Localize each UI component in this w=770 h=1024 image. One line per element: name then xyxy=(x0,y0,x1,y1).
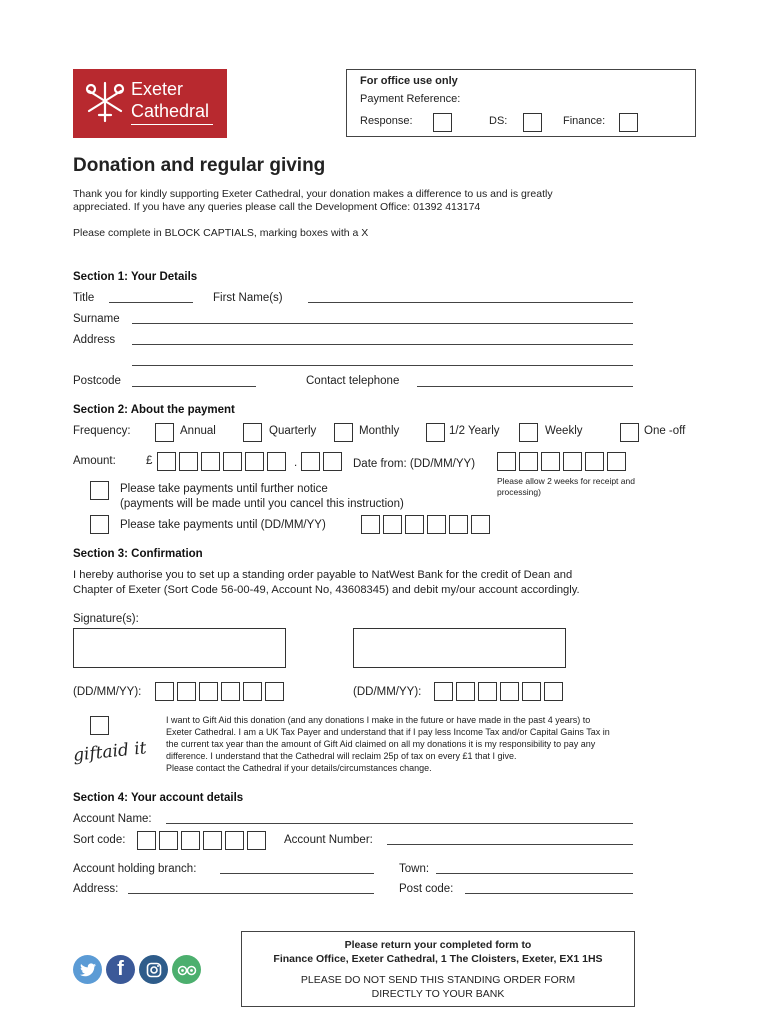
title-label: Title xyxy=(73,292,95,304)
postcode-input-line[interactable] xyxy=(132,386,256,387)
allow-note-line-2: processing) xyxy=(497,487,541,497)
freq-quarterly-checkbox[interactable] xyxy=(243,423,262,442)
finance-label: Finance: xyxy=(563,115,606,127)
frequency-label: Frequency: xyxy=(73,425,131,437)
return-address-box xyxy=(241,931,635,1007)
until-further-notice-label: Please take payments until further notice xyxy=(120,483,328,495)
footer-line-1: Please return your completed form to xyxy=(344,939,532,951)
ds-checkbox[interactable] xyxy=(523,113,542,132)
instruction-text: Please complete in BLOCK CAPTIALS, marking boxes with a X xyxy=(73,227,369,239)
authorise-line-2: Chapter of Exeter (Sort Code 56-00-49, Account No, 43608345) and debit my/our account accordingly. xyxy=(73,584,580,596)
signature-date-box[interactable] xyxy=(199,682,218,701)
date-from-box[interactable] xyxy=(541,452,560,471)
exeter-cathedral-logo xyxy=(73,69,227,138)
freq-half-yearly-label: 1/2 Yearly xyxy=(449,425,500,437)
gift-aid-checkbox[interactable] xyxy=(90,716,109,735)
gift-aid-text-2: Exeter Cathedral. I am a UK Tax Payer and understand that if I pay less Income Tax and/or Capital Gains Tax in xyxy=(166,727,610,737)
until-date-label: Please take payments until (DD/MM/YY) xyxy=(120,519,326,531)
date-from-box[interactable] xyxy=(585,452,604,471)
intro-line-2: appreciated. If you have any queries please call the Development Office: 01392 413174 xyxy=(73,201,481,213)
amount-digit-box[interactable] xyxy=(223,452,242,471)
response-checkbox[interactable] xyxy=(433,113,452,132)
until-date-checkbox[interactable] xyxy=(90,515,109,534)
signature-date-box[interactable] xyxy=(434,682,453,701)
authorise-line-1: I hereby authorise you to set up a standing order payable to NatWest Bank for the credit of Dean and xyxy=(73,569,573,581)
until-date-boxes[interactable] xyxy=(361,515,490,534)
bank-address-label: Address: xyxy=(73,883,119,895)
account-number-label: Account Number: xyxy=(284,834,373,846)
address-label: Address xyxy=(73,334,116,346)
crossed-keys-icon xyxy=(85,81,125,125)
until-date-box[interactable] xyxy=(383,515,402,534)
footer-line-3: PLEASE DO NOT SEND THIS STANDING ORDER FORM xyxy=(300,974,576,986)
pound-sign: £ xyxy=(146,455,153,467)
signature-date-box[interactable] xyxy=(478,682,497,701)
account-number-input-line[interactable] xyxy=(387,844,633,845)
signature-date-2-label: (DD/MM/YY): xyxy=(353,686,422,698)
until-date-box[interactable] xyxy=(405,515,424,534)
branch-input-line[interactable] xyxy=(220,873,374,874)
until-date-box[interactable] xyxy=(471,515,490,534)
sort-code-box[interactable] xyxy=(225,831,244,850)
office-heading: For office use only xyxy=(360,75,458,87)
surname-label: Surname xyxy=(73,313,120,325)
account-name-input-line[interactable] xyxy=(166,823,633,824)
gift-aid-logo: giftaid it xyxy=(72,738,148,766)
until-further-notice-checkbox[interactable] xyxy=(90,481,109,500)
until-date-box[interactable] xyxy=(427,515,446,534)
logo-line-1: Exeter xyxy=(131,79,184,99)
amount-pounds-boxes[interactable] xyxy=(157,452,286,471)
town-input-line[interactable] xyxy=(436,873,633,874)
signature-box-1[interactable] xyxy=(73,628,286,668)
amount-pence-boxes[interactable] xyxy=(301,452,342,471)
first-names-input-line[interactable] xyxy=(308,302,633,303)
freq-half-yearly-checkbox[interactable] xyxy=(426,423,445,442)
contact-telephone-label: Contact telephone xyxy=(306,375,400,387)
signature-date-1-label: (DD/MM/YY): xyxy=(73,686,142,698)
surname-input-line[interactable] xyxy=(132,323,633,324)
date-from-box[interactable] xyxy=(519,452,538,471)
until-date-box[interactable] xyxy=(449,515,468,534)
twitter-icon[interactable] xyxy=(73,955,102,984)
date-from-box[interactable] xyxy=(563,452,582,471)
address-input-line-1[interactable] xyxy=(132,344,633,345)
footer-line-4: DIRECTLY TO YOUR BANK xyxy=(371,988,505,1000)
sort-code-boxes[interactable] xyxy=(137,831,266,850)
freq-monthly-label: Monthly xyxy=(359,425,400,437)
address-input-line-2[interactable] xyxy=(132,365,633,366)
date-from-box[interactable] xyxy=(497,452,516,471)
tripadvisor-owl-glyph xyxy=(177,964,197,976)
date-from-box[interactable] xyxy=(607,452,626,471)
postcode-label: Postcode xyxy=(73,375,121,387)
amount-digit-box[interactable] xyxy=(267,452,286,471)
signature-date-1-boxes[interactable] xyxy=(155,682,284,701)
post-code-label: Post code: xyxy=(399,883,454,895)
freq-annual-checkbox[interactable] xyxy=(155,423,174,442)
allow-note-line-1: Please allow 2 weeks for receipt and xyxy=(497,476,635,486)
town-label: Town: xyxy=(399,863,430,875)
freq-quarterly-label: Quarterly xyxy=(269,425,317,437)
first-names-label: First Name(s) xyxy=(213,292,283,304)
signature-date-box[interactable] xyxy=(177,682,196,701)
gift-aid-text-5: Please contact the Cathedral if your details/circumstances change. xyxy=(166,763,432,773)
signature-date-2-boxes[interactable] xyxy=(434,682,563,701)
intro-line-1: Thank you for kindly supporting Exeter Cathedral, your donation makes a difference to us and is greatly xyxy=(73,188,553,200)
finance-checkbox[interactable] xyxy=(619,113,638,132)
signature-date-box[interactable] xyxy=(265,682,284,701)
gift-aid-text-4: difference. I understand that the Cathedral will reclaim 25p of tax on every £1 that I give. xyxy=(166,751,517,761)
logo-underline xyxy=(131,124,213,125)
freq-annual-label: Annual xyxy=(180,425,216,437)
amount-pence-box[interactable] xyxy=(301,452,320,471)
signature-date-box[interactable] xyxy=(243,682,262,701)
until-further-notice-note: (payments will be made until you cancel this instruction) xyxy=(120,498,404,510)
page-title: Donation and regular giving xyxy=(73,155,326,176)
title-input-line[interactable] xyxy=(109,302,193,303)
amount-digit-box[interactable] xyxy=(179,452,198,471)
branch-label: Account holding branch: xyxy=(73,863,197,875)
payment-reference-label: Payment Reference: xyxy=(360,93,461,105)
sort-code-box[interactable] xyxy=(181,831,200,850)
amount-digit-box[interactable] xyxy=(245,452,264,471)
freq-one-off-checkbox[interactable] xyxy=(620,423,639,442)
section-1-heading: Section 1: Your Details xyxy=(73,271,198,283)
ds-label: DS: xyxy=(489,115,508,127)
sort-code-box[interactable] xyxy=(137,831,156,850)
signature-date-box[interactable] xyxy=(500,682,519,701)
freq-weekly-label: Weekly xyxy=(545,425,583,437)
amount-pence-box[interactable] xyxy=(323,452,342,471)
section-3-heading: Section 3: Confirmation xyxy=(73,548,203,560)
logo-line-2: Cathedral xyxy=(131,101,210,121)
instagram-icon[interactable] xyxy=(139,955,168,984)
instagram-glyph xyxy=(146,962,162,978)
contact-telephone-input-line[interactable] xyxy=(417,386,633,387)
signature-date-box[interactable] xyxy=(155,682,174,701)
amount-digit-box[interactable] xyxy=(157,452,176,471)
sort-code-box[interactable] xyxy=(159,831,178,850)
office-use-box xyxy=(346,69,696,137)
freq-weekly-checkbox[interactable] xyxy=(519,423,538,442)
signature-date-box[interactable] xyxy=(456,682,475,701)
facebook-icon[interactable]: f xyxy=(106,955,135,984)
date-from-label: Date from: (DD/MM/YY) xyxy=(353,458,476,470)
gift-aid-text-3: the current tax year than the amount of Gift Aid claimed on all my donations it is my responsibility to pay any xyxy=(166,739,596,749)
decimal-point: . xyxy=(294,457,298,469)
section-4-heading: Section 4: Your account details xyxy=(73,792,244,804)
post-code-input-line[interactable] xyxy=(465,893,633,894)
signature-box-2[interactable] xyxy=(353,628,566,668)
bank-address-input-line[interactable] xyxy=(128,893,374,894)
signature-date-box[interactable] xyxy=(522,682,541,701)
account-name-label: Account Name: xyxy=(73,813,152,825)
amount-label: Amount: xyxy=(73,455,116,467)
signatures-label: Signature(s): xyxy=(73,613,139,625)
until-date-box[interactable] xyxy=(361,515,380,534)
signature-date-box[interactable] xyxy=(221,682,240,701)
freq-one-off-label: One -off xyxy=(644,425,686,437)
gift-aid-text-1: I want to Gift Aid this donation (and any donations I make in the future or have made in the past 4 years) to xyxy=(166,715,591,725)
twitter-bird-glyph xyxy=(80,963,96,977)
response-label: Response: xyxy=(360,115,413,127)
section-2-heading: Section 2: About the payment xyxy=(73,404,235,416)
tripadvisor-icon[interactable] xyxy=(172,955,201,984)
sort-code-label: Sort code: xyxy=(73,834,126,846)
footer-line-2: Finance Office, Exeter Cathedral, 1 The Cloisters, Exeter, EX1 1HS xyxy=(273,953,603,965)
sort-code-box[interactable] xyxy=(247,831,266,850)
freq-monthly-checkbox[interactable] xyxy=(334,423,353,442)
sort-code-box[interactable] xyxy=(203,831,222,850)
amount-digit-box[interactable] xyxy=(201,452,220,471)
signature-date-box[interactable] xyxy=(544,682,563,701)
date-from-boxes[interactable] xyxy=(497,452,626,471)
